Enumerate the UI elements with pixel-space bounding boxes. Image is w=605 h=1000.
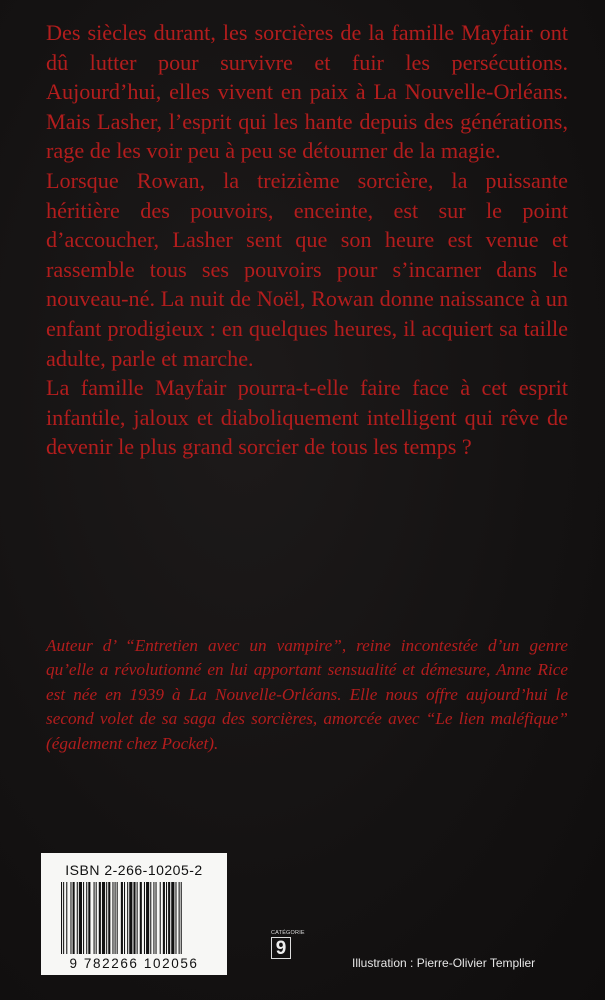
isbn-number: ISBN 2-266-10205-2 [65,862,203,878]
barcode-bar [140,882,142,954]
barcode-bar [73,882,75,954]
barcode-bar [146,882,149,954]
category-badge [271,930,305,959]
barcode-bar [144,882,145,954]
barcode-bar [163,882,165,954]
barcode-bar [124,882,125,954]
barcode-bar [99,882,101,954]
barcode-bar [166,882,167,954]
illustration-credit: Illustration : Pierre-Olivier Templier [352,956,536,970]
barcode-bar [171,882,174,954]
barcode-bar [160,882,161,954]
synopsis-paragraph-1: Des siècles durant, les sorcières de la famille Mayfair ont dû lutter pour survivre et fuir les persécutions. Aujourd’hui, elles vivent en paix à La Nouvelle-Orléans. Mais Lasher, l’esprit qui les hante depuis des générations, rage de les voir peu à peu se détourner de la magie. [46,20,568,164]
barcode-bar [96,882,97,954]
barcode-bar [112,882,113,954]
barcode-bar [153,882,154,954]
barcode-bar [86,882,87,954]
barcode-bar [129,882,132,954]
barcode-bar [115,882,116,954]
category-number: 9 [271,937,291,959]
barcode-bar [77,882,78,954]
barcode-bar [137,882,138,954]
barcode-bar [88,882,90,954]
barcode-label [41,853,227,975]
barcode-bar [61,882,62,954]
barcode-bar [156,882,157,954]
barcode-bar [168,882,170,954]
barcode-bar [70,882,71,954]
author-note: Auteur d’ “Entretien avec un vampire”, reine incontestée d’un genre qu’elle a révolutionné en lui apportant sensualité et démesure, Anne Rice est née en 1939 à La Nouvelle-Orléans. Elle nous offre aujourd’hui le second volet de sa saga des sorcières, amorcée avec “Le lien maléfique” (également chez Pocket). [46,636,568,753]
barcode-bar [83,882,84,954]
barcode-bar [117,882,118,954]
barcode-bar [133,882,135,954]
barcode-bar [63,882,64,954]
barcode-bar [94,882,95,954]
synopsis [46,18,568,462]
ean-number: 9 782266 102056 [69,956,199,971]
barcode-bar [175,882,176,954]
barcode-bar [102,882,105,954]
barcode-bar [121,882,123,954]
barcode-bar [66,882,67,954]
barcode-bar [79,882,82,954]
barcode-bar [127,882,128,954]
barcode-bar [179,882,180,954]
barcode-bar [181,882,182,954]
barcode-bar [150,882,151,954]
barcode-bar [108,882,110,954]
category-label: CATÉGORIE [271,930,305,936]
barcode-bars [59,882,209,954]
synopsis-paragraph-3: La famille Mayfair pourra-t-elle faire face à cet esprit infantile, jaloux et diaboliquement intelligent qui rêve de devenir le plus grand sorcier de tous les temps ? [46,375,568,460]
synopsis-paragraph-2: Lorsque Rowan, la treizième sorcière, la puissante héritière des pouvoirs, enceinte, est sur le point d’accoucher, Lasher sent que son heure est venue et rassemble tous ses pouvoirs pour s’incarner dans le nouveau-né. La nuit de Noël, Rowan donne naissance à un enfant prodigieux : en quelques heures, il acquiert sa taille adulte, parle et marche. [46,167,568,371]
barcode-bar [106,882,107,954]
